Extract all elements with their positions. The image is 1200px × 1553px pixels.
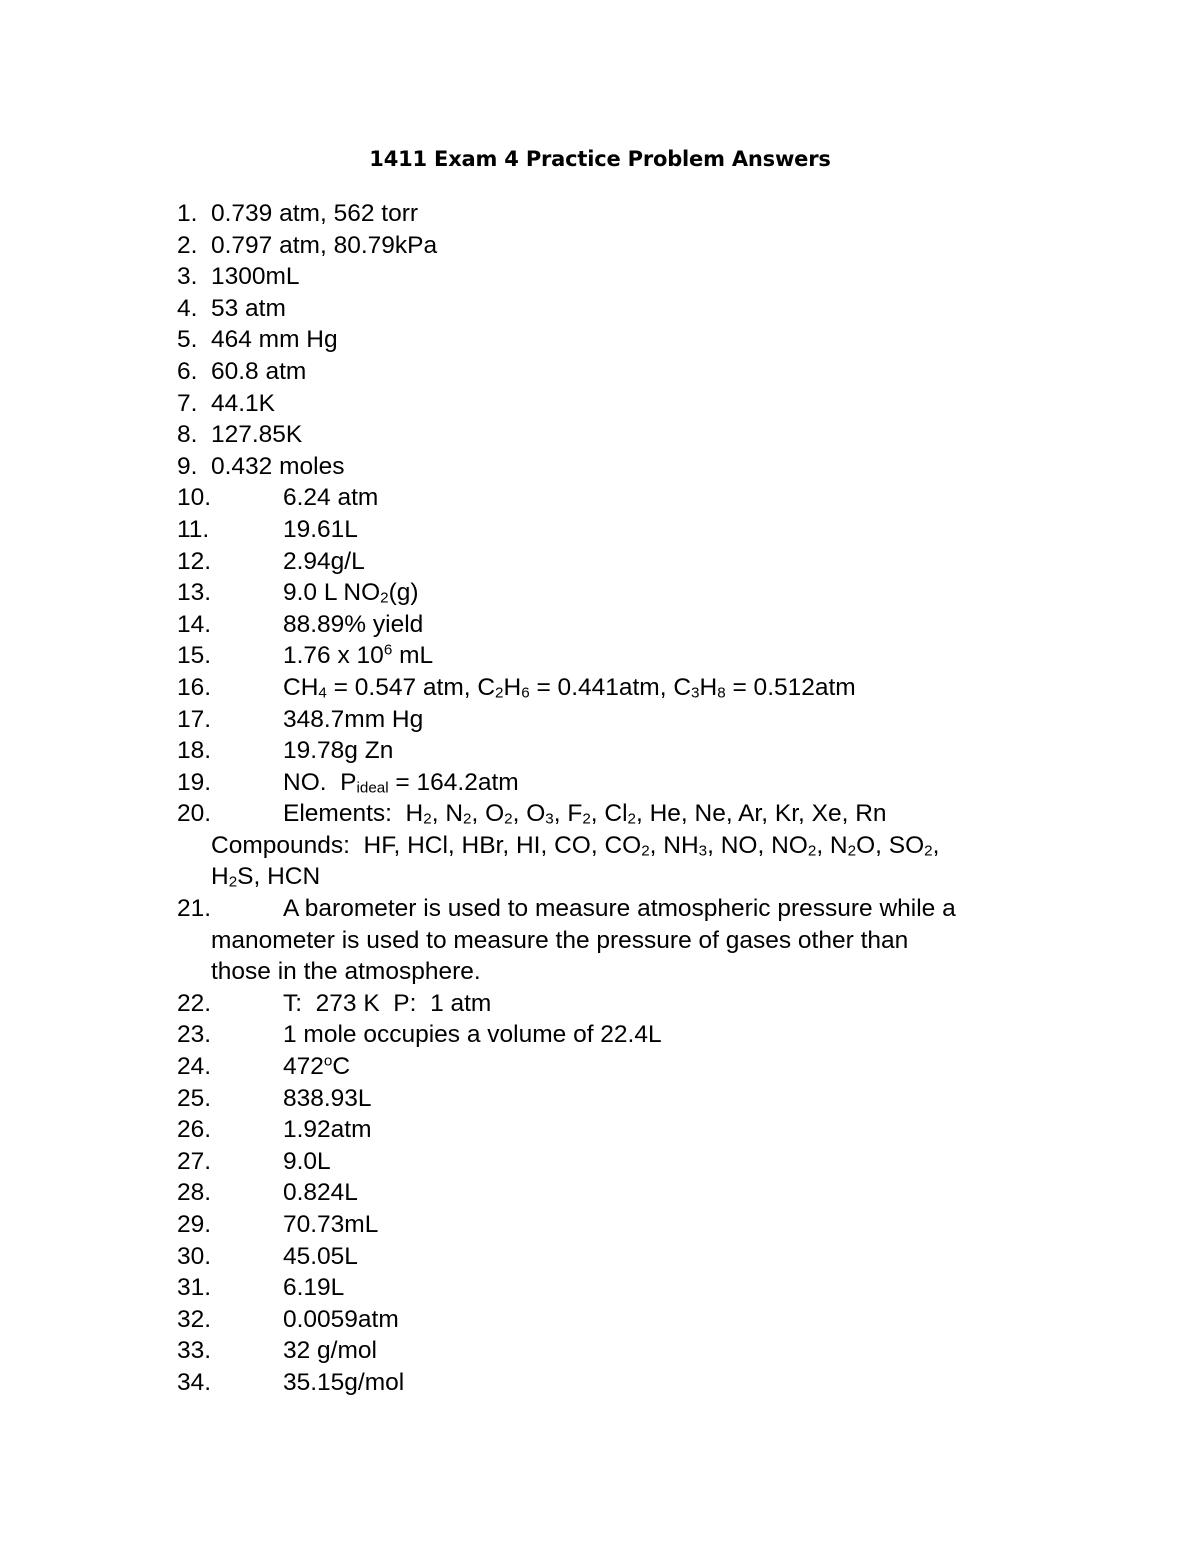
answer-number: 33. bbox=[177, 1337, 212, 1365]
answer-text: 1.76 x $10^6$ mL bbox=[283, 641, 434, 670]
answer-text: T: 273 K P: 1 atm bbox=[283, 989, 492, 1017]
answer-number: 16. bbox=[177, 673, 212, 701]
answer-item bbox=[177, 798, 1077, 830]
answer-item bbox=[177, 577, 1077, 609]
answer-item bbox=[177, 735, 1077, 767]
answer-number: 28. bbox=[177, 1179, 212, 1207]
answer-list bbox=[177, 198, 1077, 1399]
answer-number: 5. bbox=[177, 326, 198, 354]
answer-number: 4. bbox=[177, 294, 198, 322]
answer-number: 8. bbox=[177, 421, 198, 449]
answer-text: 348.7mm Hg bbox=[283, 705, 424, 733]
answer-number: 31. bbox=[177, 1274, 212, 1302]
answer-number: 15. bbox=[177, 642, 212, 670]
answer-number: 24. bbox=[177, 1053, 212, 1081]
answer-item bbox=[177, 356, 1077, 388]
answer-text: 88.89% yield bbox=[283, 610, 424, 638]
answer-continuation-text: $H_2S$, HCN bbox=[211, 863, 321, 892]
answer-number: 12. bbox=[177, 547, 212, 575]
answer-text: 6.24 atm bbox=[283, 484, 379, 512]
answer-item bbox=[177, 1367, 1077, 1399]
answer-item bbox=[177, 451, 1077, 483]
answer-item bbox=[177, 1177, 1077, 1209]
answer-item bbox=[177, 1019, 1077, 1051]
answer-text: 0.797 atm, 80.79kPa bbox=[211, 231, 438, 259]
page-title: 1411 Exam 4 Practice Problem Answers bbox=[369, 147, 831, 171]
answer-item bbox=[177, 261, 1077, 293]
answer-item bbox=[177, 293, 1077, 325]
answer-text: 19.61L bbox=[283, 515, 358, 543]
answer-number: 10. bbox=[177, 484, 212, 512]
answer-text: 472$^o$C bbox=[283, 1052, 351, 1081]
answer-number: 25. bbox=[177, 1084, 212, 1112]
answer-item bbox=[177, 514, 1077, 546]
answer-text: Elements: $H_2$, $N_2$, $O_2$, $O_3$, $F_2$, $Cl_2$, He, Ne, Ar, Kr, Xe, Rn bbox=[283, 800, 887, 828]
answer-number: 20. bbox=[177, 800, 212, 828]
answer-item bbox=[177, 1209, 1077, 1241]
answer-continuation-line bbox=[177, 830, 1077, 862]
answer-text: $CH_4 = 0.547$ atm, $C_2H_6 = 0.441atm$, $C_3H_8 = 0.512atm$ bbox=[283, 673, 856, 702]
answer-item bbox=[177, 1335, 1077, 1367]
answer-continuation-line bbox=[177, 956, 1077, 988]
answer-number: 7. bbox=[177, 389, 198, 417]
answer-number: 23. bbox=[177, 1021, 212, 1049]
answer-text: 127.85K bbox=[211, 421, 303, 449]
answer-item bbox=[177, 1083, 1077, 1115]
answer-number: 11. bbox=[177, 515, 210, 543]
answer-item bbox=[177, 704, 1077, 736]
answer-text: 838.93L bbox=[283, 1084, 372, 1112]
answer-text: 6.19L bbox=[283, 1274, 345, 1302]
answer-text: NO. $P_{ideal} = 164.2atm$ bbox=[283, 768, 519, 797]
answer-number: 9. bbox=[177, 452, 198, 480]
answer-number: 6. bbox=[177, 357, 198, 385]
answer-text: 1300mL bbox=[211, 263, 300, 291]
answer-text: A barometer is used to measure atmospheric pressure while a bbox=[283, 895, 956, 923]
answer-item bbox=[177, 1146, 1077, 1178]
answer-item bbox=[177, 767, 1077, 799]
answer-text: 0.824L bbox=[283, 1179, 358, 1207]
answer-item bbox=[177, 546, 1077, 578]
answer-text: 2.94g/L bbox=[283, 547, 365, 575]
answer-item bbox=[177, 893, 1077, 925]
answer-text: 35.15g/mol bbox=[283, 1368, 405, 1396]
answer-item bbox=[177, 324, 1077, 356]
answer-item bbox=[177, 988, 1077, 1020]
answer-item bbox=[177, 482, 1077, 514]
answer-continuation-text: those in the atmosphere. bbox=[211, 958, 481, 986]
answer-number: 32. bbox=[177, 1305, 212, 1333]
answer-item bbox=[177, 609, 1077, 641]
answer-text: 9.0 L $NO_2(g)$ bbox=[283, 579, 419, 607]
answer-continuation-text: Compounds: HF, HCl, HBr, HI, CO, $CO_2$, $NH_3$, NO, $NO_2$, $N_2O$, $SO_2$, bbox=[211, 831, 940, 860]
answer-text: 9.0L bbox=[283, 1147, 331, 1175]
answer-text: 0.0059atm bbox=[283, 1305, 399, 1333]
answer-number: 13. bbox=[177, 579, 212, 607]
answer-number: 17. bbox=[177, 705, 212, 733]
answer-item bbox=[177, 1114, 1077, 1146]
answer-item bbox=[177, 198, 1077, 230]
answer-text: 53 atm bbox=[211, 294, 286, 322]
answer-text: 70.73mL bbox=[283, 1211, 379, 1238]
answer-item bbox=[177, 388, 1077, 420]
answer-item bbox=[177, 419, 1077, 451]
answer-item bbox=[177, 1304, 1077, 1336]
answer-number: 34. bbox=[177, 1368, 212, 1396]
answer-number: 29. bbox=[177, 1211, 212, 1238]
answer-text: 60.8 atm bbox=[211, 357, 307, 385]
answer-number: 21. bbox=[177, 895, 212, 923]
answer-number: 14. bbox=[177, 610, 212, 638]
answer-item bbox=[177, 230, 1077, 262]
answer-continuation-line bbox=[177, 861, 1077, 893]
answer-text: 0.739 atm, 562 torr bbox=[211, 200, 419, 227]
answer-number: 22. bbox=[177, 989, 212, 1017]
answer-number: 1. bbox=[177, 200, 198, 227]
answer-number: 2. bbox=[177, 231, 198, 259]
answer-text: 1 mole occupies a volume of 22.4L bbox=[283, 1021, 662, 1049]
answer-continuation-text: manometer is used to measure the pressure of gases other than bbox=[211, 926, 909, 954]
answer-text: 0.432 moles bbox=[211, 452, 345, 480]
answer-continuation-line bbox=[177, 925, 1077, 957]
answer-item bbox=[177, 672, 1077, 704]
answer-number: 19. bbox=[177, 768, 212, 796]
answer-number: 30. bbox=[177, 1242, 212, 1270]
answer-text: 464 mm Hg bbox=[211, 326, 338, 354]
answer-number: 3. bbox=[177, 263, 198, 291]
answer-number: 26. bbox=[177, 1116, 212, 1144]
answer-text: 19.78g Zn bbox=[283, 737, 394, 765]
answer-item bbox=[177, 1272, 1077, 1304]
answer-text: 44.1K bbox=[211, 389, 276, 417]
answer-text: 45.05L bbox=[283, 1242, 358, 1270]
answer-number: 18. bbox=[177, 737, 212, 765]
answer-item bbox=[177, 1051, 1077, 1083]
answer-text: 1.92atm bbox=[283, 1116, 372, 1144]
answer-text: 32 g/mol bbox=[283, 1337, 377, 1365]
answer-number: 27. bbox=[177, 1147, 212, 1175]
answer-item bbox=[177, 1241, 1077, 1273]
answer-item bbox=[177, 640, 1077, 672]
